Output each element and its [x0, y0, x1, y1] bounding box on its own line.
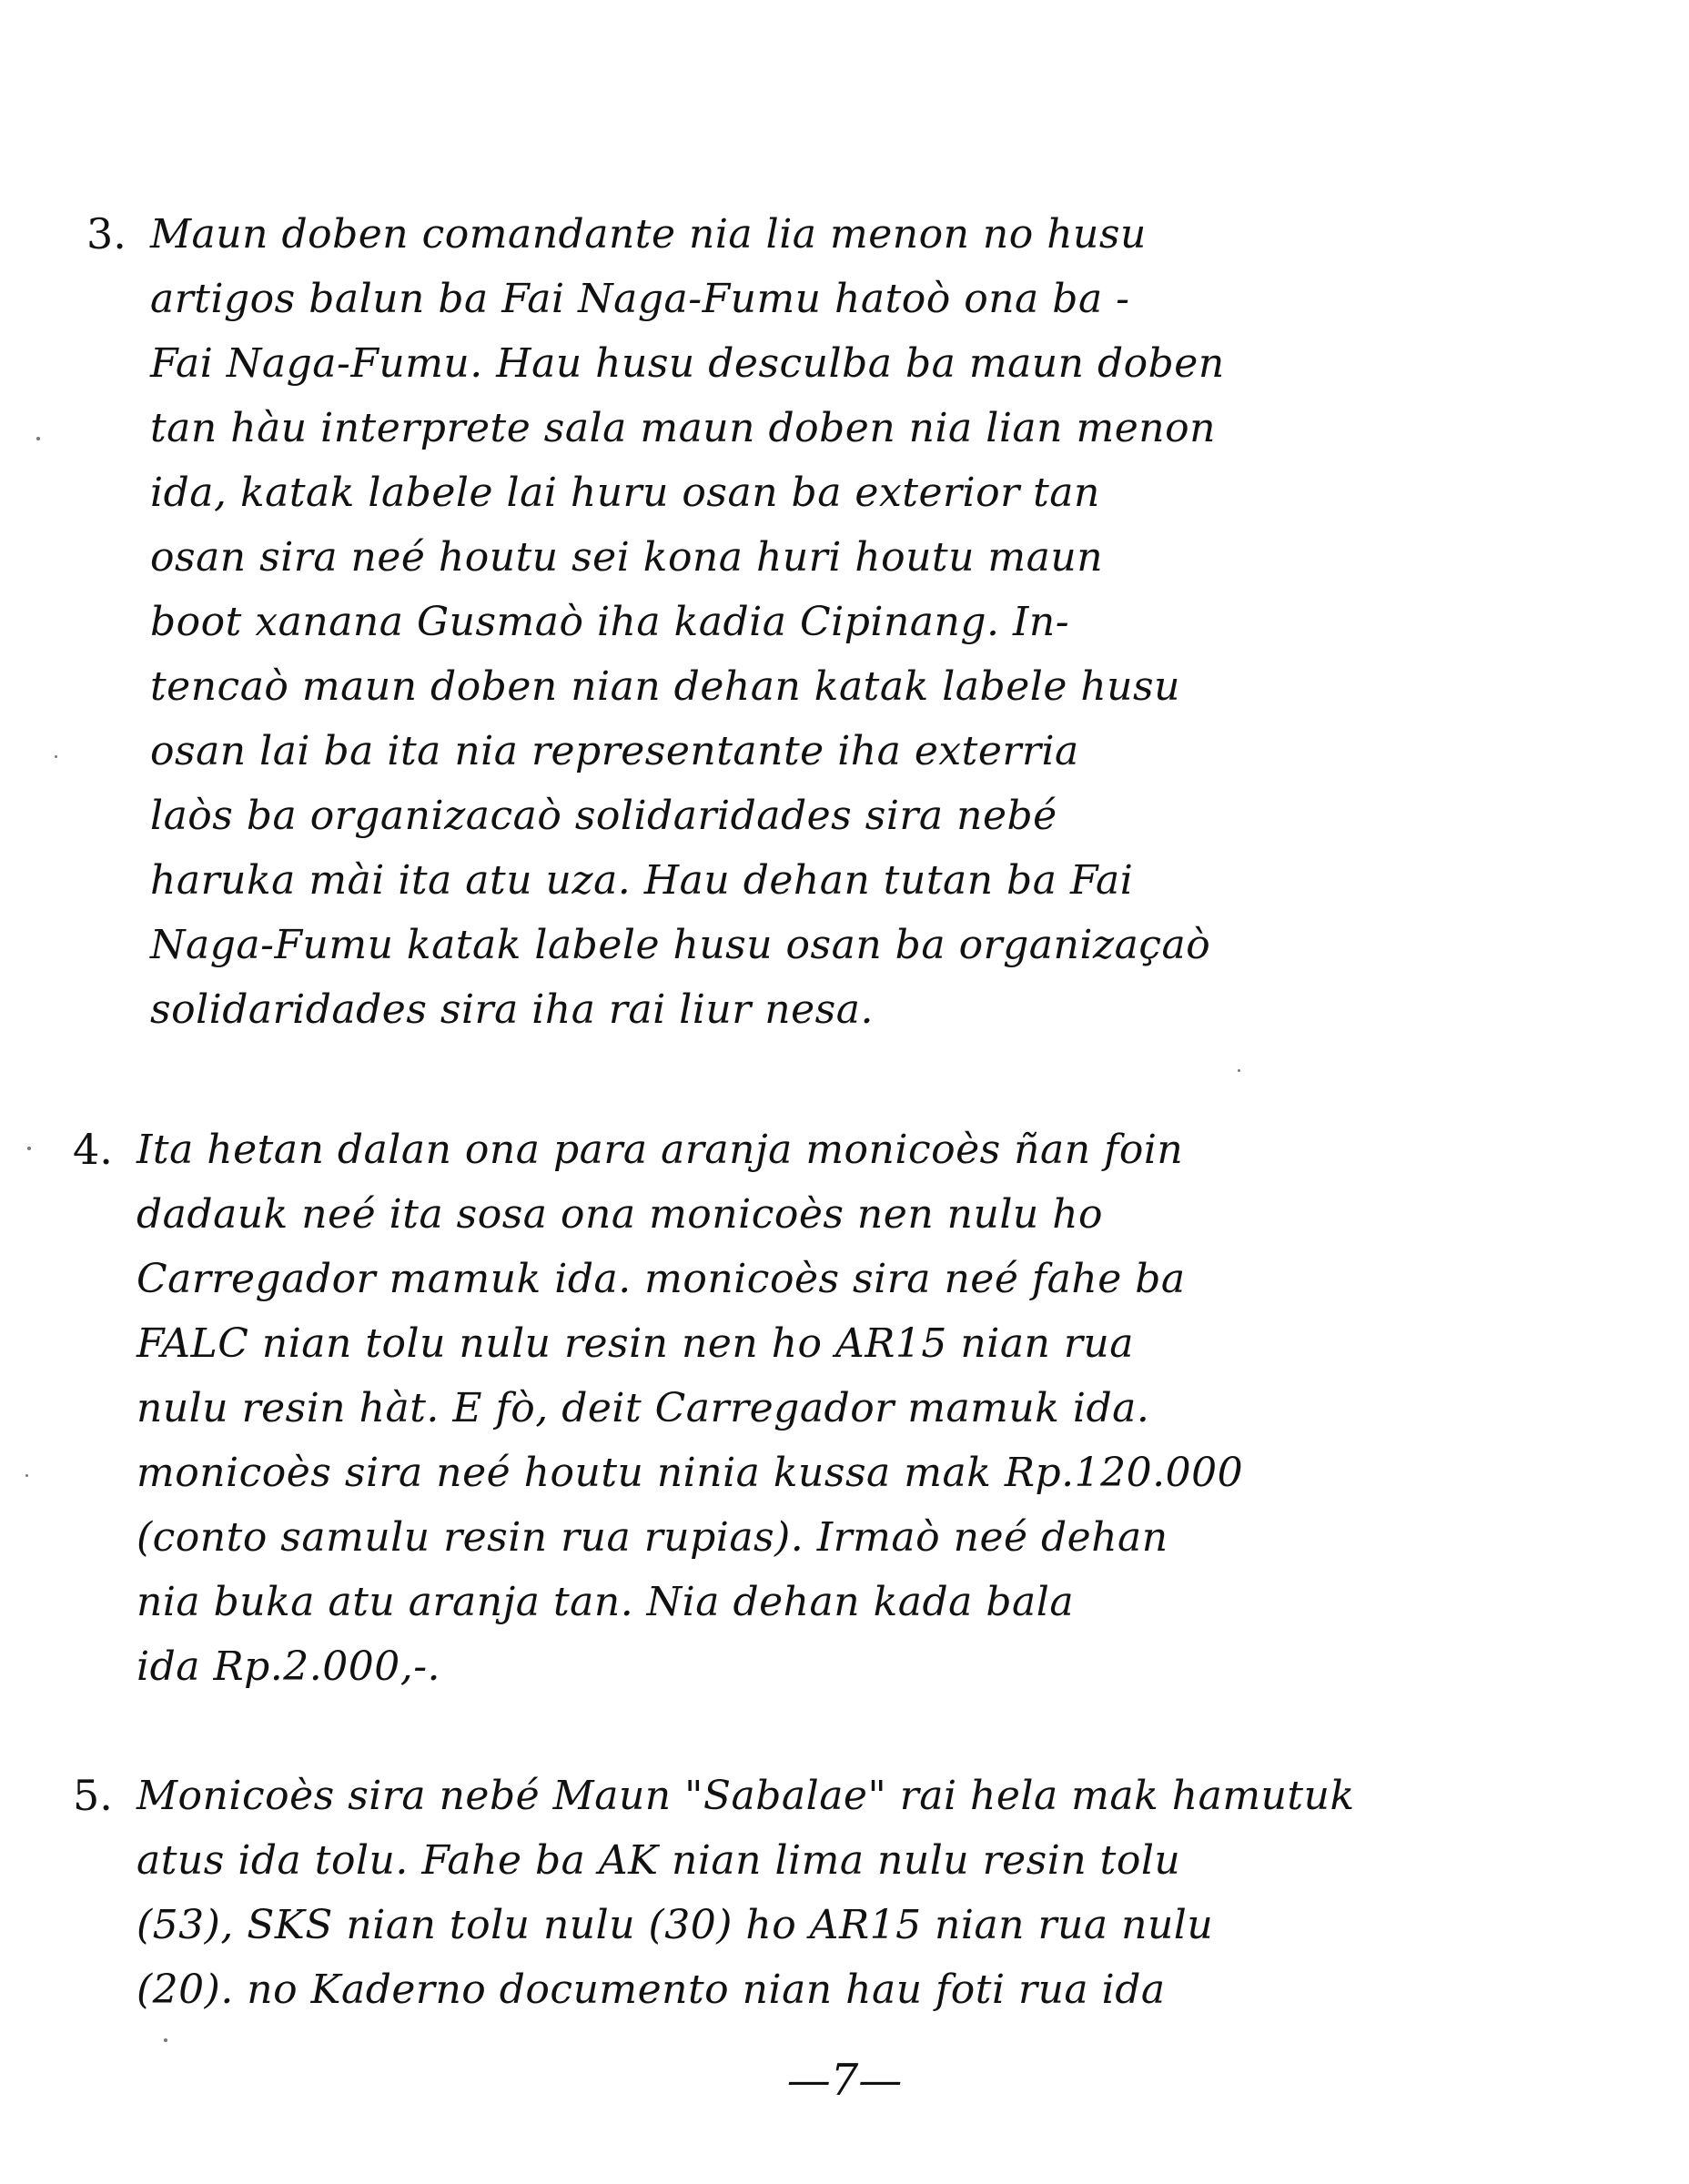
scan-speck	[164, 2038, 167, 2042]
text-line: dadauk neé ita sosa ona monicoès nen nulu ho	[137, 1191, 1104, 1238]
text-line: atus ida tolu. Fahe ba AK nian lima nulu resin tolu	[137, 1837, 1181, 1884]
text-line: Carregador mamuk ida. monicoès sira neé fahe ba	[137, 1256, 1186, 1302]
text-line: osan sira neé houtu sei kona huri houtu maun	[150, 534, 1104, 581]
text-line: Ita hetan dalan ona para aranja monicoès ñan foin	[137, 1127, 1184, 1173]
text-line: boot xanana Gusmaò iha kadia Cipinang. In-	[150, 599, 1070, 645]
text-line: osan lai ba ita nia representante iha exterria	[150, 728, 1079, 774]
text-line: (53), SKS nian tolu nulu (30) ho AR15 nian rua nulu	[137, 1902, 1214, 1948]
text-line: laòs ba organizacaò solidaridades sira nebé	[150, 793, 1057, 839]
text-line: (20). no Kaderno documento nian hau foti rua ida	[137, 1967, 1166, 2013]
text-line: FALC nian tolu nulu resin nen ho AR15 nian rua	[137, 1320, 1134, 1367]
scan-speck	[1238, 1069, 1240, 1072]
text-line: Naga-Fumu katak labele husu osan ba organizaçaò	[150, 922, 1211, 968]
text-line: monicoès sira neé houtu ninia kussa mak Rp.120.000	[137, 1450, 1244, 1496]
paragraph-number: 3.	[86, 209, 126, 258]
scan-speck	[27, 1147, 31, 1150]
text-line: ida Rp.2.000,-.	[137, 1643, 441, 1690]
paragraph-3	[150, 202, 1579, 1042]
text-line: tan hàu interprete sala maun doben nia lian menon	[150, 405, 1216, 451]
scan-speck	[36, 437, 40, 440]
text-line: solidaridades sira iha rai liur nesa.	[150, 986, 874, 1033]
text-line: haruka mài ita atu uza. Hau dehan tutan ba Fai	[150, 857, 1134, 904]
text-line: ida, katak labele lai huru osan ba exterior tan	[150, 470, 1100, 516]
page-number: —7—	[786, 2055, 903, 2106]
text-line: (conto samulu resin rua rupias). Irmaò neé dehan	[137, 1514, 1168, 1561]
paragraph-5	[137, 1764, 1565, 2022]
scan-speck	[25, 1474, 28, 1477]
paragraph-number: 4.	[73, 1125, 113, 1174]
paragraph-4	[137, 1117, 1565, 1699]
text-line: artigos balun ba Fai Naga-Fumu hatoò ona ba -	[150, 276, 1130, 322]
text-line: nulu resin hàt. E fò, deit Carregador mamuk ida.	[137, 1385, 1150, 1431]
text-line: Maun doben comandante nia lia menon no husu	[150, 211, 1147, 258]
text-line: nia buka atu aranja tan. Nia dehan kada bala	[137, 1579, 1075, 1625]
paragraph-number: 5.	[73, 1771, 113, 1820]
text-line: Fai Naga-Fumu. Hau husu desculba ba maun doben	[150, 340, 1225, 387]
scan-speck	[55, 755, 57, 758]
text-line: tencaò maun doben nian dehan katak labele husu	[150, 663, 1180, 710]
text-line: Monicoès sira nebé Maun "Sabalae" rai hela mak hamutuk	[137, 1773, 1355, 1819]
